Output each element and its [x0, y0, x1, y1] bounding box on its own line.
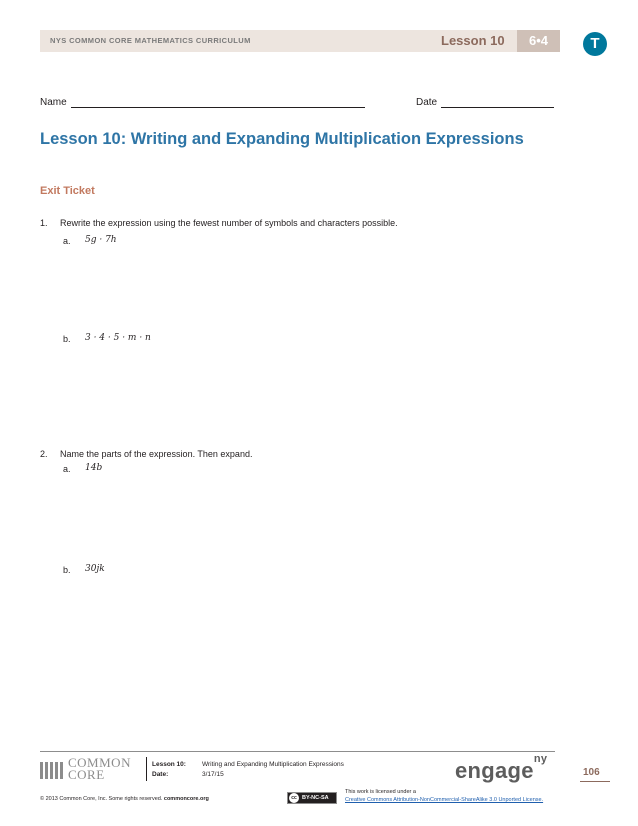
part-label: a.: [63, 236, 71, 246]
problem-prompt: Rewrite the expression using the fewest number of symbols and characters possible.: [60, 218, 398, 228]
license-text: This work is licensed under a: [345, 789, 416, 795]
part-label: a.: [63, 464, 71, 474]
section-heading: Exit Ticket: [40, 185, 95, 197]
name-line: [71, 107, 365, 108]
footer-lesson-label: Lesson 10:: [152, 761, 186, 768]
date-line: [441, 107, 554, 108]
license-link[interactable]: Creative Commons Attribution-NonCommercial-ShareAlike 3.0 Unported License.: [345, 797, 544, 803]
problem-number: 1.: [40, 218, 48, 228]
part-label: b.: [63, 334, 71, 344]
date-label: Date: [416, 97, 438, 108]
part-label: b.: [63, 565, 71, 575]
problem-number: 2.: [40, 449, 48, 459]
expression: 30jk: [85, 564, 105, 574]
lesson-label: Lesson 10: [441, 33, 505, 48]
teacher-badge: T: [583, 32, 607, 56]
expression: 3 · 4 · 5 · m · n: [85, 333, 151, 343]
page-title: Lesson 10: Writing and Expanding Multiplication Expressions: [40, 130, 524, 148]
expression: 5g · 7h: [85, 235, 117, 245]
footer-date-label: Date:: [152, 771, 169, 778]
footer-rule: [40, 751, 555, 752]
copyright: © 2013 Common Core, Inc. Some rights reserved. commoncore.org: [40, 796, 209, 802]
common-core-logo-icon: [40, 762, 64, 779]
name-label: Name: [40, 97, 67, 108]
problem-prompt: Name the parts of the expression. Then expand.: [60, 449, 253, 459]
common-core-logo: COMMON CORE: [68, 755, 131, 782]
engageny-logo: engage$^{ny}$: [455, 752, 548, 783]
expression: 14b: [85, 463, 103, 473]
grade-module-badge: 6•4: [517, 30, 560, 52]
page-number-rule: [580, 781, 610, 782]
footer-divider: [146, 757, 147, 781]
footer-lesson-value: Writing and Expanding Multiplication Expressions: [202, 761, 344, 768]
page-number: 106: [583, 767, 600, 778]
curriculum-label: NYS COMMON CORE MATHEMATICS CURRICULUM: [50, 36, 251, 45]
footer-date-value: 3/17/15: [202, 771, 224, 778]
cc-icon: cc: [289, 793, 299, 803]
cc-license-badge[interactable]: BY-NC-SA: [287, 792, 337, 804]
